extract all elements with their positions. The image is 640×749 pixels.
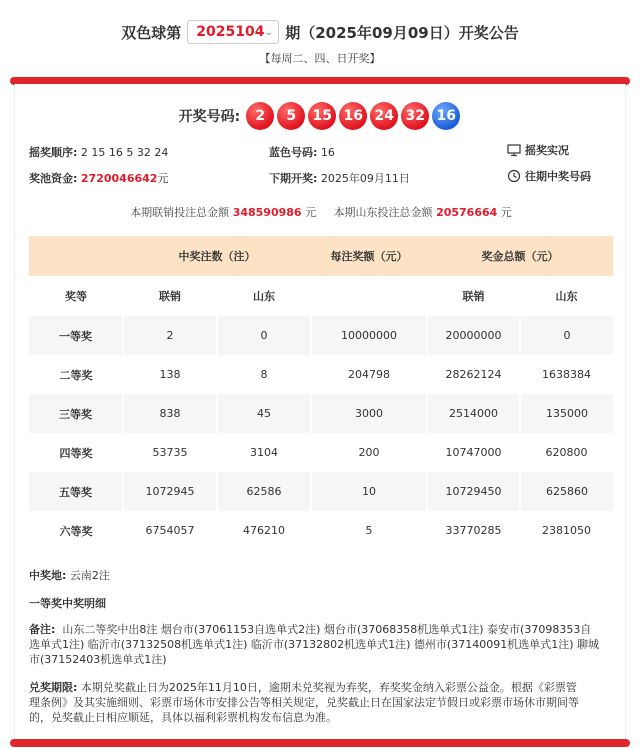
monitor-icon <box>507 143 521 157</box>
table-cell: 10729450 <box>427 472 520 511</box>
red-ball: 24 <box>370 102 398 130</box>
table-cell: 0 <box>217 316 311 355</box>
remarks-line: 选单式1注) 临沂市(37132508机选单式1注) 临沂市(37132802机选单式1注) 德州市(37140091机选单式1注) 聊城 <box>29 638 599 651</box>
table-row <box>29 394 613 433</box>
table-cell: 20000000 <box>427 316 520 355</box>
column-header: 联销 <box>427 276 520 316</box>
table-group-header <box>29 236 613 276</box>
table-row <box>29 511 613 550</box>
draw-order-value: 2 15 16 5 32 24 <box>80 146 169 159</box>
table-cell: 一等奖 <box>29 316 123 355</box>
chevron-down-icon: ⌄ <box>264 26 273 38</box>
winning-locations-value: 云南2注 <box>69 569 110 582</box>
province-sales-label: 本期山东投注总金额 <box>333 206 433 219</box>
column-header <box>311 276 427 316</box>
red-ball: 2 <box>246 102 274 130</box>
column-header: 奖等 <box>29 276 123 316</box>
clock-icon <box>507 169 521 183</box>
page-header <box>0 0 640 74</box>
national-sales-label: 本期联销投注总金额 <box>130 206 230 219</box>
table-cell: 四等奖 <box>59 446 93 460</box>
red-ball: 5 <box>277 102 305 130</box>
prize-pool-value: 2720046642 <box>80 172 158 185</box>
issue-select[interactable] <box>187 20 279 44</box>
column-header: 每注奖额（元） <box>311 236 427 276</box>
table-cell: 135000 <box>520 394 613 433</box>
title-prefix: 双色球第 <box>121 23 182 42</box>
draw-schedule: 【每周二、四、日开奖】 <box>259 52 381 65</box>
blue-number-value: 16 <box>320 146 335 159</box>
blue-number-label: 蓝色号码: <box>269 146 318 159</box>
draw-video-label: 摇奖实况 <box>525 144 569 157</box>
table-cell: 1072945 <box>123 472 217 511</box>
table-cell: 620800 <box>545 446 588 459</box>
remarks-line: 市(37152403机选单式1注) <box>29 653 167 666</box>
draw-order <box>29 144 168 160</box>
claim-deadline <box>29 680 613 725</box>
title-row <box>0 20 640 44</box>
draw-order-label: 摇奖顺序: <box>29 146 78 159</box>
table-cell: 三等奖 <box>29 394 123 433</box>
column-header: 联销 <box>123 276 217 316</box>
table-cell: 2381050 <box>542 524 591 537</box>
table-cell: 0 <box>520 316 613 355</box>
table-row <box>29 316 613 355</box>
table-cell: 1638384 <box>542 368 591 381</box>
table-cell: 3000 <box>311 394 427 433</box>
table-cell: 五等奖 <box>29 472 123 511</box>
history-label: 往期中奖号码 <box>525 170 591 183</box>
remarks-line: 山东二等奖中出8注 烟台市(37061153自选单式2注) 烟台市(37068358机选单式1注) 泰安市(37098353自 <box>62 623 592 636</box>
table-cell: 10000000 <box>311 316 427 355</box>
winning-numbers-label: 开奖号码: <box>178 109 241 125</box>
winning-locations-label: 中奖地: <box>29 569 67 582</box>
winning-numbers <box>15 102 627 130</box>
table-cell: 5 <box>365 524 373 537</box>
next-draw-value: 2025年09月11日 <box>320 172 410 185</box>
table-cell: 10747000 <box>445 446 502 459</box>
next-draw-label: 下期开奖: <box>269 172 318 185</box>
claim-deadline-line: 的，兑奖截止日相应顺延，具体以福利彩票机构发布信息为准。 <box>29 711 337 724</box>
table-cell: 28262124 <box>445 368 502 381</box>
column-header: 奖金总额（元） <box>427 236 613 276</box>
column-header: 山东 <box>520 276 613 316</box>
column-header: 中奖注数（注） <box>123 236 311 276</box>
column-header: 山东 <box>217 276 311 316</box>
title-suffix: 期（2025年09月09日）开奖公告 <box>285 23 519 42</box>
claim-deadline-line: 本期兑奖截止日为2025年11月10日，逾期未兑奖视为弃奖，弃奖奖金纳入彩票公益金。根据《彩票管 <box>80 681 577 694</box>
red-ball: 32 <box>401 102 429 130</box>
national-sales-unit: 元 <box>305 206 317 219</box>
table-cell: 二等奖 <box>59 368 93 382</box>
blue-number <box>269 144 335 160</box>
table-cell: 838 <box>123 394 217 433</box>
table-cell: 六等奖 <box>59 524 93 538</box>
table-cell: 6754057 <box>145 524 195 537</box>
first-prize-detail-title: 一等奖中奖明细 <box>29 597 106 610</box>
issue-number: 2025104 <box>196 24 265 40</box>
table-sub-header <box>29 276 613 316</box>
table-cell: 10 <box>311 472 427 511</box>
claim-deadline-label: 兑奖期限: <box>29 681 78 694</box>
remarks-label: 备注: <box>29 623 56 636</box>
prize-pool-unit: 元 <box>157 172 169 185</box>
table-row <box>29 472 613 511</box>
table-cell: 53735 <box>152 446 188 459</box>
prize-pool <box>29 170 168 186</box>
prize-pool-label: 奖池资金: <box>29 172 78 185</box>
sales-summary <box>15 204 627 220</box>
winning-locations <box>29 568 613 583</box>
table-cell: 62586 <box>217 472 311 511</box>
province-sales-unit: 元 <box>500 206 512 219</box>
table-row <box>29 433 613 472</box>
table-cell: 476210 <box>243 524 285 537</box>
table-cell: 200 <box>358 446 380 459</box>
table-cell: 204798 <box>348 368 390 381</box>
table-cell: 8 <box>260 368 268 381</box>
province-sales-value: 20576664 <box>436 206 498 219</box>
national-sales-value: 348590986 <box>232 206 302 219</box>
table-cell: 625860 <box>520 472 613 511</box>
next-draw <box>269 170 410 186</box>
red-ball: 15 <box>308 102 336 130</box>
results-card <box>14 84 626 739</box>
table-cell: 138 <box>159 368 181 381</box>
history-link[interactable] <box>507 168 591 184</box>
table-cell: 3104 <box>250 446 278 459</box>
prize-table <box>29 236 613 550</box>
table-cell: 33770285 <box>445 524 502 537</box>
bottom-red-bar <box>10 739 630 747</box>
draw-video-link[interactable] <box>507 142 569 158</box>
table-cell: 45 <box>217 394 311 433</box>
blue-ball: 16 <box>432 102 460 130</box>
claim-deadline-line: 理条例》及其实施细则、彩票市场休市安排公告等相关规定，兑奖截止日在国家法定节假日或彩票市场休市期间等 <box>29 696 579 709</box>
remarks <box>29 622 613 667</box>
table-cell: 2514000 <box>427 394 520 433</box>
red-ball: 16 <box>339 102 367 130</box>
table-row <box>29 355 613 394</box>
table-cell: 2 <box>123 316 217 355</box>
